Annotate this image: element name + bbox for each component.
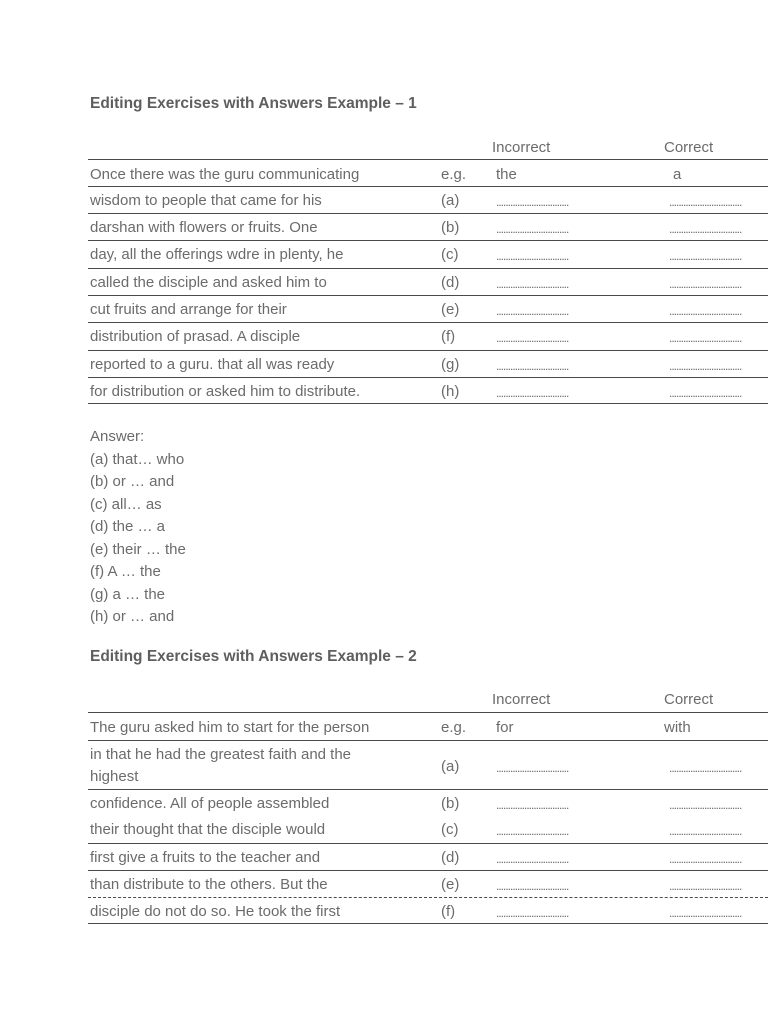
table-row (88, 322, 768, 350)
example1-table (88, 159, 768, 404)
row-label: (h) (441, 383, 460, 400)
row-incorrect-blank[interactable]: ............................... (496, 386, 569, 400)
row-correct-blank[interactable]: ............................... (669, 222, 742, 236)
row-correct: a (673, 166, 682, 183)
row-label: (d) (441, 274, 460, 291)
row-incorrect-blank[interactable]: ............................... (496, 195, 569, 209)
row-label: (f) (441, 328, 456, 345)
row-text: cut fruits and arrange for their (90, 301, 287, 318)
example1-title: Editing Exercises with Answers Example – 1 (90, 95, 417, 112)
row-correct-blank[interactable]: ............................... (669, 277, 742, 291)
row-label: (c) (441, 246, 459, 263)
answer-item: (h) or … and (90, 608, 175, 625)
row-text: their thought that the disciple would (90, 821, 326, 838)
row-correct-blank[interactable]: ............................... (669, 331, 742, 345)
row-label: (b) (441, 219, 460, 236)
answer-item: (f) A … the (90, 563, 161, 580)
table-row (88, 789, 768, 816)
row-text: first give a fruits to the teacher and (90, 849, 321, 866)
table-row (88, 159, 768, 186)
row-correct-blank[interactable]: ............................... (669, 761, 742, 775)
row-text: The guru asked him to start for the person (90, 719, 370, 736)
table-row (88, 295, 768, 322)
example2-col-incorrect: Incorrect (492, 691, 551, 708)
row-label: (e) (441, 876, 460, 893)
row-incorrect-blank[interactable]: ............................... (496, 824, 569, 838)
row-correct-blank[interactable]: ............................... (669, 879, 742, 893)
row-correct-blank[interactable]: ............................... (669, 852, 742, 866)
row-label: (d) (441, 849, 460, 866)
row-label: (f) (441, 903, 456, 920)
row-incorrect-blank[interactable]: ............................... (496, 331, 569, 345)
row-label: (a) (441, 758, 460, 775)
row-incorrect-blank[interactable]: ............................... (496, 879, 569, 893)
answer-item: (g) a … the (90, 585, 166, 603)
row-text: wisdom to people that came for his (90, 192, 322, 209)
row-text: in that he had the greatest faith and the highest (90, 746, 352, 785)
row-incorrect: for (496, 719, 514, 736)
table-row (88, 897, 768, 924)
table-row (88, 712, 768, 740)
row-incorrect-blank[interactable]: ............................... (496, 277, 569, 291)
example1-col-correct: Correct (664, 139, 714, 156)
row-label: (b) (441, 795, 460, 812)
table-row (88, 740, 768, 789)
row-text: disciple do not do so. He took the first (90, 903, 341, 920)
row-incorrect-blank[interactable]: ............................... (496, 304, 569, 318)
row-correct: with (664, 719, 691, 736)
row-incorrect-blank[interactable]: ............................... (496, 359, 569, 373)
answer-block (90, 426, 186, 629)
row-correct-blank[interactable]: ............................... (669, 824, 742, 838)
table-row (88, 816, 768, 843)
answer-item: (d) the … a (90, 518, 166, 535)
row-correct-blank[interactable]: ............................... (669, 195, 742, 209)
row-correct-blank[interactable]: ............................... (669, 304, 742, 318)
row-text: for distribution or asked him to distribute. (90, 383, 361, 400)
table-row (88, 843, 768, 870)
row-correct-blank[interactable]: ............................... (669, 386, 742, 400)
row-incorrect-blank[interactable]: ............................... (496, 798, 569, 812)
row-label: e.g. (441, 166, 467, 183)
row-incorrect-blank[interactable]: ............................... (496, 222, 569, 236)
table-row (88, 213, 768, 240)
row-incorrect-blank[interactable]: ............................... (496, 852, 569, 866)
example1-col-incorrect: Incorrect (492, 139, 551, 156)
table-row (88, 240, 768, 268)
answer-item: (e) their … the (90, 540, 186, 558)
table-row (88, 870, 768, 897)
row-correct-blank[interactable]: ............................... (669, 359, 742, 373)
example2-col-correct: Correct (664, 691, 714, 708)
row-label: (e) (441, 301, 460, 318)
row-incorrect-blank[interactable]: ............................... (496, 761, 569, 775)
table-row (88, 268, 768, 295)
row-text: darshan with flowers or fruits. One (90, 219, 318, 236)
row-correct-blank[interactable]: ............................... (669, 798, 742, 812)
row-text: than distribute to the others. But the (90, 876, 328, 893)
row-correct-blank[interactable]: ............................... (669, 906, 742, 920)
answer-item: (c) all… as (90, 495, 162, 513)
table-row (88, 377, 768, 404)
example2-table (88, 712, 768, 924)
row-incorrect-blank[interactable]: ............................... (496, 249, 569, 263)
answer-item: (b) or … and (90, 473, 175, 490)
answer-item: (a) that… who (90, 450, 185, 468)
row-incorrect-blank[interactable]: ............................... (496, 906, 569, 920)
row-text: day, all the offerings wdre in plenty, he (90, 246, 344, 263)
row-label: (a) (441, 192, 460, 209)
row-label: (g) (441, 356, 460, 373)
row-text: reported to a guru. that all was ready (90, 356, 335, 373)
row-label: e.g. (441, 719, 467, 736)
answer-heading: Answer: (90, 428, 145, 445)
row-correct-blank[interactable]: ............................... (669, 249, 742, 263)
table-row (88, 350, 768, 377)
row-incorrect: the (496, 166, 517, 183)
table-row (88, 186, 768, 213)
row-text: called the disciple and asked him to (90, 274, 327, 291)
row-text: confidence. All of people assembled (90, 795, 330, 812)
example2-title: Editing Exercises with Answers Example – 2 (90, 648, 417, 665)
row-text: Once there was the guru communicating (90, 166, 360, 183)
row-label: (c) (441, 821, 459, 838)
row-text: distribution of prasad. A disciple (90, 328, 301, 345)
